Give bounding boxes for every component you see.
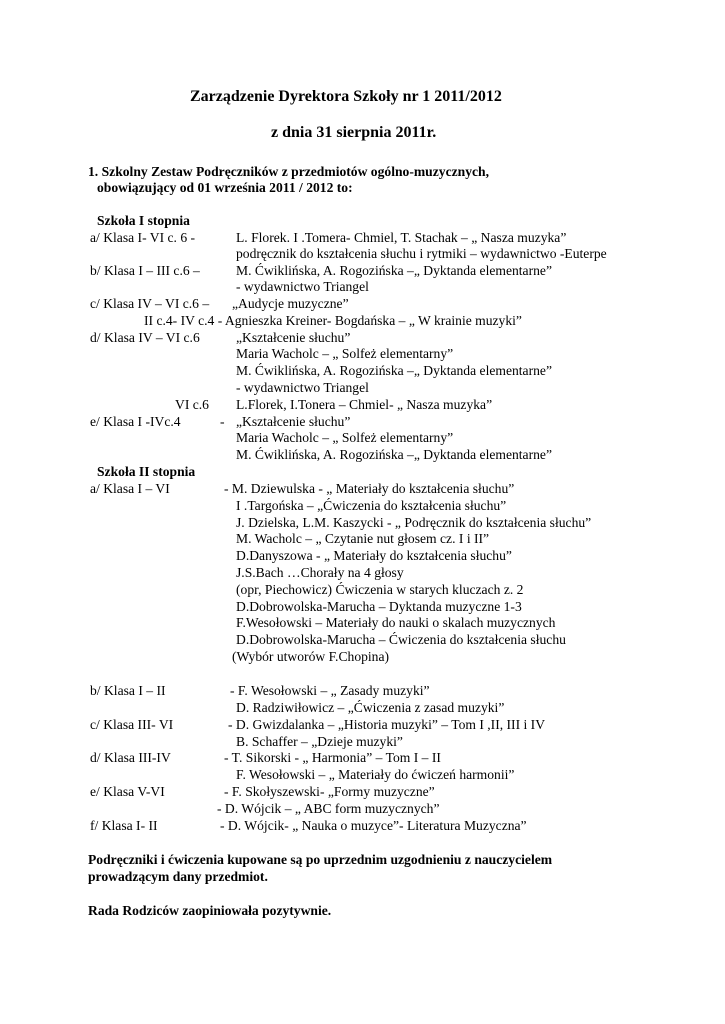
school1-e-dash: - [220,414,225,429]
school1-c-label: c/ Klasa IV – VI c.6 – [90,296,210,311]
school2-a-text6: J.S.Bach …Chorały na 4 głosy [236,565,404,580]
school1-d-vi-text: L.Florek, I.Tonera – Chmiel- „ Nasza muzyka” [236,397,493,412]
school1-d-text3: M. Ćwiklińska, A. Rogozińska –„ Dyktanda elementarne” [236,363,552,378]
school2-a-text11: (Wybór utworów F.Chopina) [232,649,390,664]
footer-note-line-1: Podręczniki i ćwiczenia kupowane są po uprzednim uzgodnieniu z nauczycielem [88,852,553,867]
school2-a-text2: I .Targońska – „Ćwiczenia do kształcenia słuchu” [236,498,507,513]
school1-b-text1: M. Ćwiklińska, A. Rogozińska –„ Dyktanda elementarne” [236,263,552,278]
school2-e-label: e/ Klasa V-VI [90,784,165,799]
intro-line-1: 1. Szkolny Zestaw Podręczników z przedmiotów ogólno-muzycznych, [88,164,489,179]
school2-b-text1: - F. Wesołowski – „ Zasady muzyki” [230,683,430,698]
school2-a-text9: F.Wesołowski – Materiały do nauki o skalach muzycznych [236,615,556,630]
school2-heading: Szkoła II stopnia [97,464,196,479]
document-title: Zarządzenie Dyrektora Szkoły nr 1 2011/2012 [190,88,502,105]
intro-line-2: obowiązujący od 01 września 2011 / 2012 to: [97,180,353,195]
school2-a-text3: J. Dzielska, L.M. Kaszycki - „ Podręcznik do kształcenia słuchu” [236,515,592,530]
school2-f-text1: - D. Wójcik- „ Nauka o muzyce”- Literatura Muzyczna” [220,818,527,833]
school1-b-text2: - wydawnictwo Triangel [236,279,369,294]
school1-d-text2: Maria Wacholc – „ Solfeż elementarny” [236,346,454,361]
school1-a-text2: podręcznik do kształcenia słuchu i rytmiki – wydawnictwo -Euterpe [236,246,607,261]
school2-c-text2: B. Schaffer – „Dzieje muzyki” [236,734,403,749]
school1-d-text1: „Kształcenie słuchu” [236,330,351,345]
school2-e-text2: - D. Wójcik – „ ABC form muzycznych” [217,801,440,816]
school2-f-label: f/ Klasa I- II [90,818,158,833]
school2-a-label: a/ Klasa I – VI [90,481,170,496]
school2-d-text2: F. Wesołowski – „ Materiały do ćwiczeń harmonii” [236,767,515,782]
school1-a-label: a/ Klasa I- VI c. 6 - [90,230,196,245]
school2-b-label: b/ Klasa I – II [90,683,166,698]
footer-note-line-2: prowadzącym dany przedmiot. [88,869,268,884]
school2-a-text10: D.Dobrowolska-Marucha – Ćwiczenia do kształcenia słuchu [236,632,566,647]
school1-heading: Szkoła I stopnia [97,213,190,228]
school2-a-text4: M. Wacholc – „ Czytanie nut głosem cz. I i II” [236,531,490,546]
school1-c-text1: „Audycje muzyczne” [232,296,349,311]
school1-e-text3: M. Ćwiklińska, A. Rogozińska –„ Dyktanda elementarne” [236,447,552,462]
school2-d-label: d/ Klasa III-IV [90,750,171,765]
school1-d-text4: - wydawnictwo Triangel [236,380,369,395]
school2-d-text1: - T. Sikorski - „ Harmonia” – Tom I – II [224,750,441,765]
school1-e-text1: „Kształcenie słuchu” [236,414,351,429]
document-date: z dnia 31 sierpnia 2011r. [271,124,437,141]
school2-a-text7: (opr, Piechowicz) Ćwiczenia w starych kluczach z. 2 [236,582,524,597]
school2-e-text1: - F. Skołyszewski- „Formy muzyczne” [224,784,435,799]
footer-approval: Rada Rodziców zaopiniowała pozytywnie. [88,903,332,918]
school2-a-text8: D.Dobrowolska-Marucha – Dyktanda muzyczne 1-3 [236,599,522,614]
school2-a-text5: D.Danyszowa - „ Materiały do kształcenia słuchu” [236,548,512,563]
school1-d-vi-label: VI c.6 [175,397,209,412]
school2-a-text1: - M. Dziewulska - „ Materiały do kształcenia słuchu” [224,481,515,496]
school2-b-text2: D. Radziwiłowicz – „Ćwiczenia z zasad muzyki” [236,700,505,715]
school2-c-label: c/ Klasa III- VI [90,717,174,732]
school1-a-text1: L. Florek. I .Tomera- Chmiel, T. Stachak – „ Nasza muzyka” [236,230,567,245]
school1-e-label: e/ Klasa I -IVc.4 [90,414,181,429]
school1-b-label: b/ Klasa I – III c.6 – [90,263,200,278]
school1-d-label: d/ Klasa IV – VI c.6 [90,330,200,345]
school1-c-sub: II c.4- IV c.4 - Agnieszka Kreiner- Bogdańska – „ W krainie muzyki” [144,313,522,328]
school2-c-text1: - D. Gwizdalanka – „Historia muzyki” – Tom I ,II, III i IV [228,717,546,732]
school1-e-text2: Maria Wacholc – „ Solfeż elementarny” [236,430,454,445]
